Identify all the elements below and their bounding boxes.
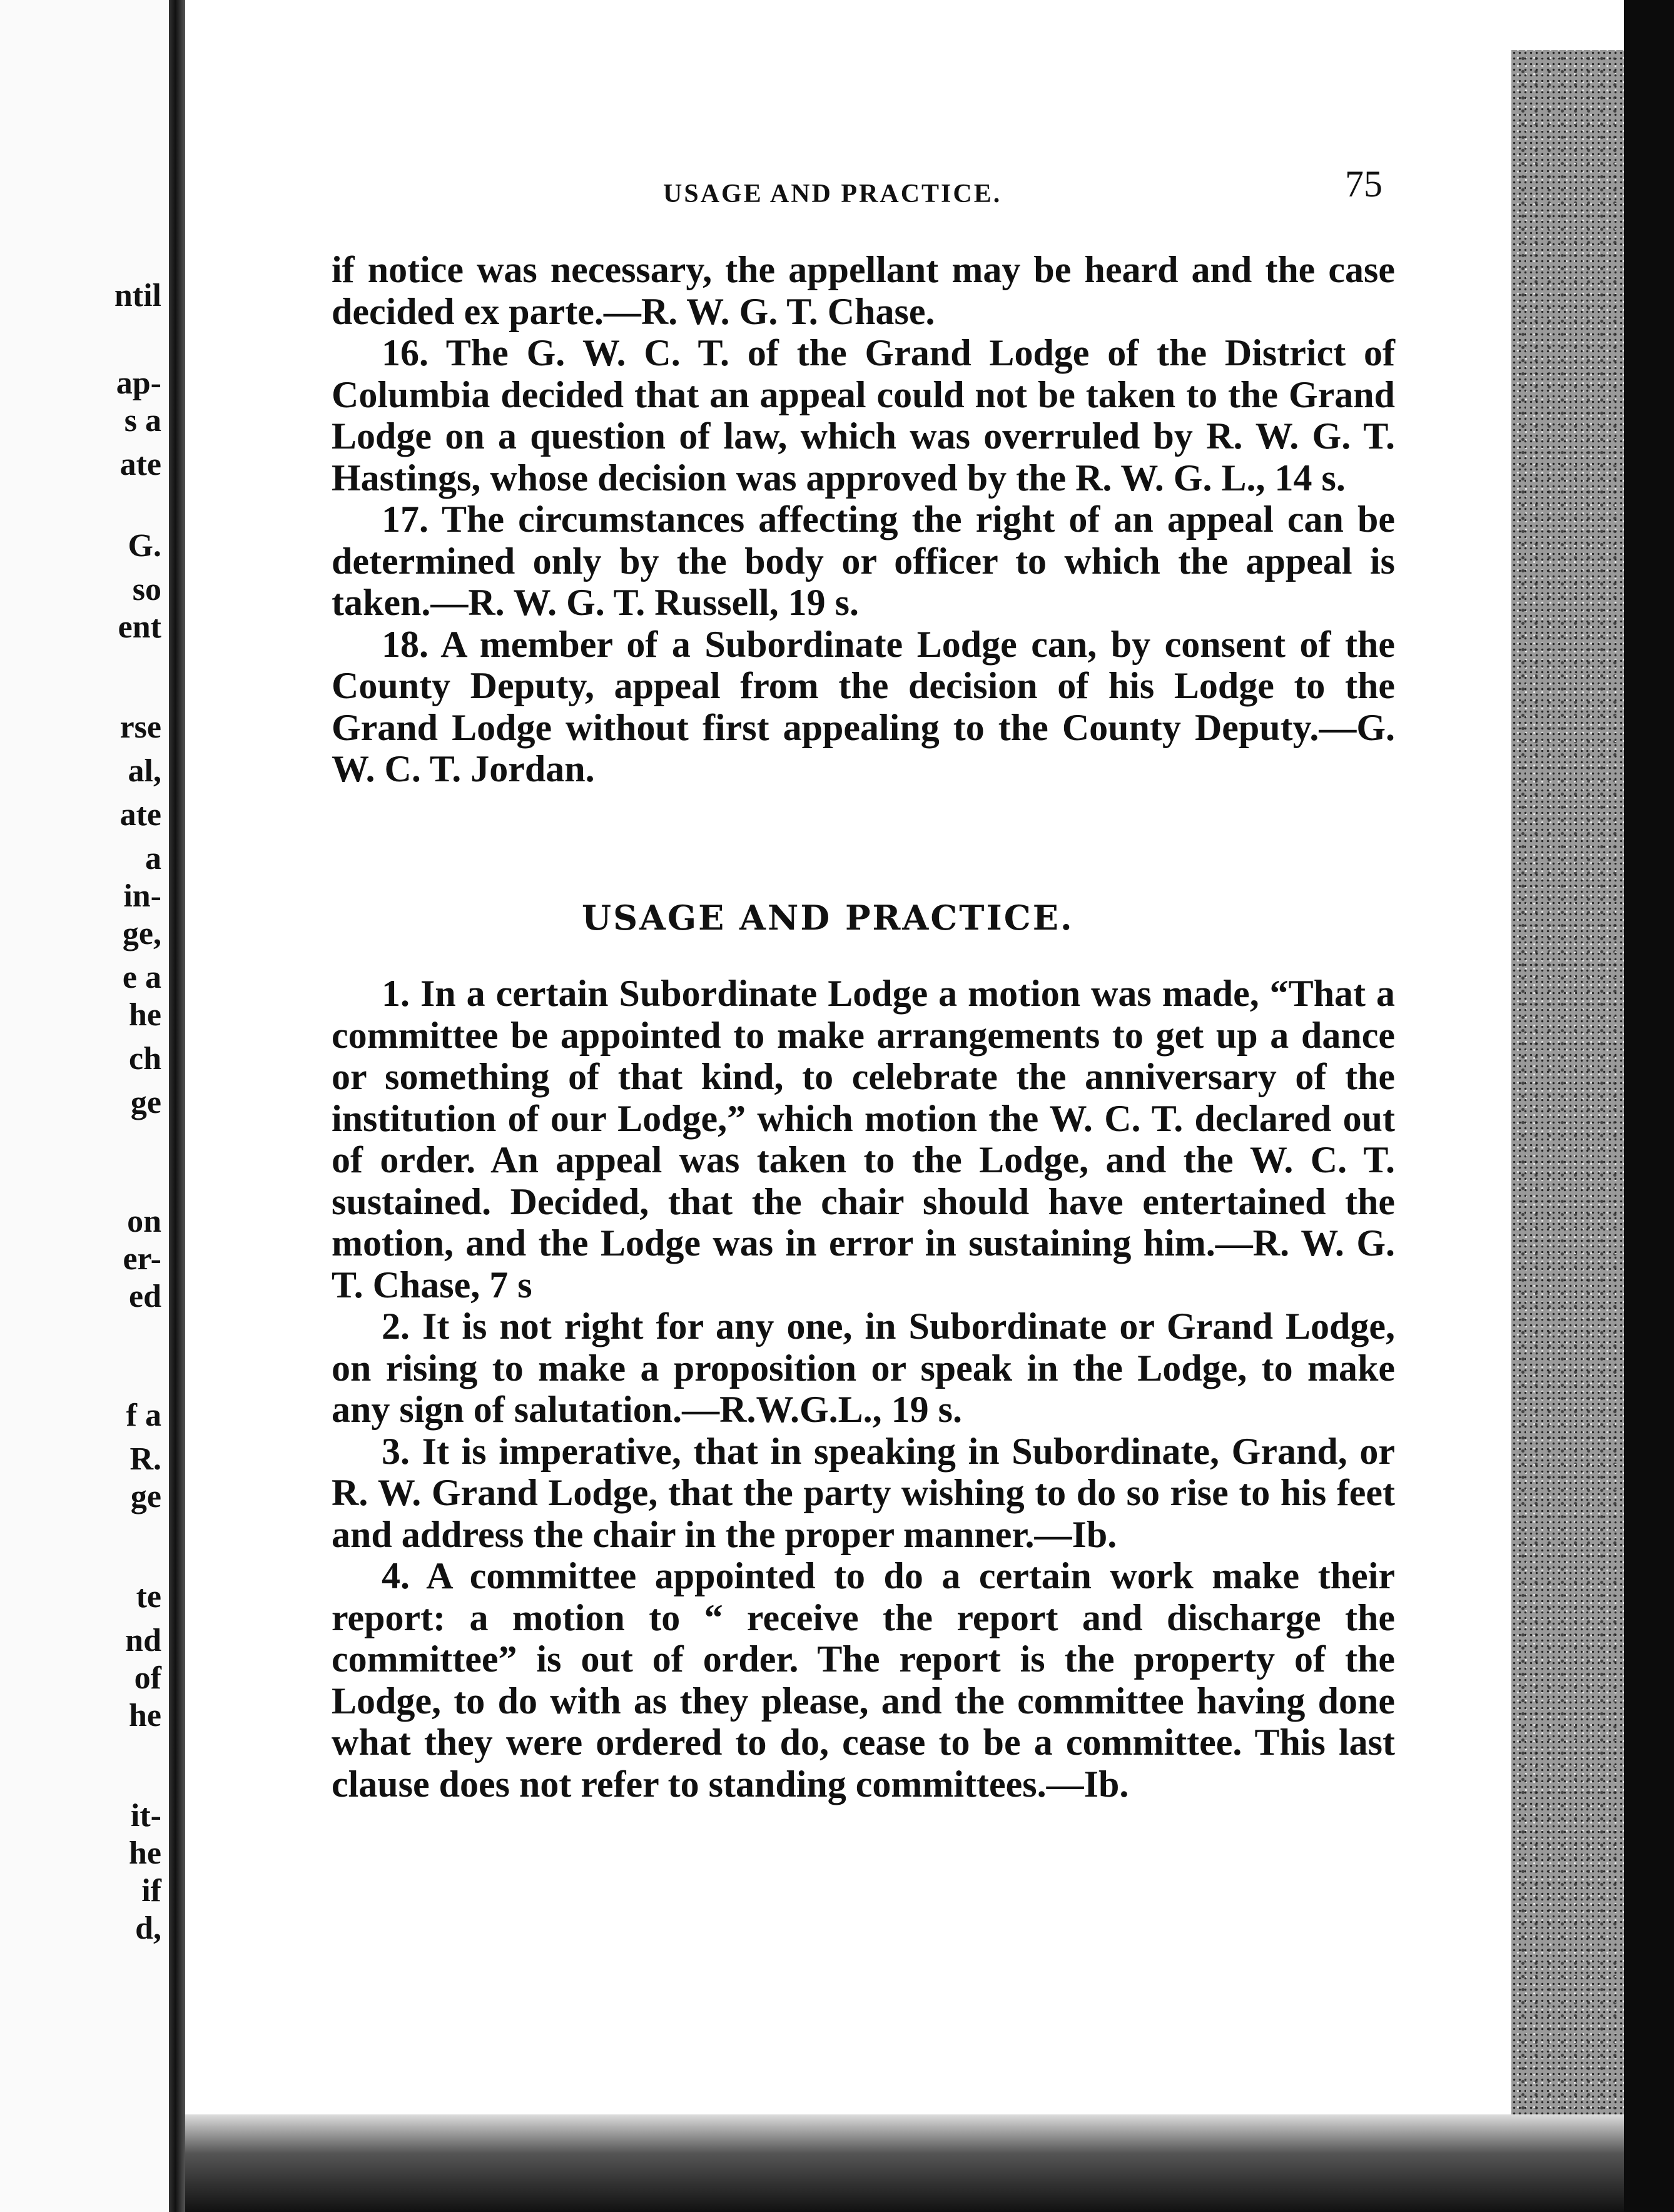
facing-page-fragment bbox=[0, 0, 175, 2212]
facing-page-text-fragment: ent bbox=[118, 609, 161, 645]
facing-page-text-fragment: d, bbox=[135, 1910, 161, 1946]
facing-page-text-fragment: ap- bbox=[116, 365, 161, 401]
facing-page-text-fragment: ge bbox=[130, 1479, 161, 1514]
facing-page-text-fragment: if bbox=[141, 1873, 161, 1909]
scan-border-bottom bbox=[185, 2114, 1624, 2212]
paragraph-2: 2. It is not right for any one, in Subordinate or Grand Lodge, on rising to make a proposition or speak in the Lodge, to make any sign of salutation.—R.W.G.L., 19 s. bbox=[332, 1306, 1395, 1430]
facing-page-text-fragment: s a bbox=[124, 403, 161, 439]
facing-page-text-fragment: on bbox=[127, 1204, 161, 1239]
facing-page-text-fragment: in- bbox=[123, 878, 161, 914]
scan-border-right bbox=[1624, 0, 1674, 2212]
paragraph-3: 3. It is imperative, that in speaking in Subordinate, Grand, or R. W. Grand Lodge, that the party wishing to do so rise to his feet and address the chair in the proper manner.—Ib. bbox=[332, 1430, 1395, 1555]
paragraph-16: 16. The G. W. C. T. of the Grand Lodge of the District of Columbia decided that an appeal could not be taken to the Grand Lodge on a question of law, which was overruled by R. W. G. T. Hastings, whose decision was approved by the R. W. G. L., 14 s. bbox=[332, 332, 1395, 499]
page-edge-scan-noise bbox=[1511, 50, 1624, 2133]
page-number: 75 bbox=[1345, 163, 1382, 205]
paragraph-continuation: if notice was necessary, the appellant may be heard and the case decided ex parte.—R. W. G. T. Chase. bbox=[332, 249, 1395, 332]
facing-page-text-fragment: he bbox=[129, 1698, 161, 1733]
facing-page-text-fragment: he bbox=[129, 1835, 161, 1871]
facing-page-text-fragment: ch bbox=[129, 1041, 161, 1077]
facing-page-text-fragment: al, bbox=[128, 753, 161, 789]
facing-page-text-fragment: er- bbox=[123, 1241, 161, 1277]
facing-page-text-fragment: te bbox=[136, 1579, 161, 1615]
facing-page-text-fragment: G. bbox=[128, 528, 161, 564]
paragraph-1: 1. In a certain Subordinate Lodge a motion was made, “That a committee be appointed to make arrangements to get up a dance or something of that kind, to celebrate the anniversary of the institution of our Lodge,” which motion the W. C. T. declared out of order. An appeal was taken to the Lodge, and the W. C. T. sustained. Decided, that the chair should have entertained the motion, and the Lodge was in error in sustaining him.—R. W. G. T. Chase, 7 s bbox=[332, 973, 1395, 1306]
facing-page-text-fragment: nd bbox=[125, 1623, 161, 1658]
facing-page-text-fragment: a bbox=[145, 841, 161, 876]
text-block-appeals bbox=[332, 249, 1395, 790]
book-gutter bbox=[169, 0, 185, 2212]
facing-page-text-fragment: rse bbox=[119, 709, 161, 745]
facing-page-text-fragment: so bbox=[132, 572, 161, 607]
facing-page-text-fragment: f a bbox=[126, 1398, 161, 1433]
facing-page-text-fragment: ge bbox=[130, 1085, 161, 1120]
paragraph-18: 18. A member of a Subordinate Lodge can, by consent of the County Deputy, appeal from the decision of his Lodge to the Grand Lodge without first appealing to the County Deputy.—G. W. C. T. Jordan. bbox=[332, 623, 1395, 789]
text-block-usage bbox=[332, 973, 1395, 1805]
facing-page-text-fragment: ge, bbox=[122, 916, 161, 951]
paragraph-17: 17. The circumstances affecting the right of an appeal can be determined only by the body or officer to which the appeal is taken.—R. W. G. T. Russell, 19 s. bbox=[332, 499, 1395, 623]
facing-page-text-fragment: e a bbox=[122, 960, 161, 995]
facing-page-text-fragment: ate bbox=[119, 797, 161, 833]
section-heading: USAGE AND PRACTICE. bbox=[582, 898, 1074, 938]
facing-page-text-fragment: ate bbox=[119, 447, 161, 482]
facing-page-text-fragment: of bbox=[134, 1660, 161, 1696]
facing-page-text-fragment: he bbox=[129, 997, 161, 1033]
facing-page-text-fragment: it- bbox=[130, 1798, 161, 1834]
facing-page-text-fragment: ed bbox=[129, 1279, 161, 1314]
running-head: USAGE AND PRACTICE. bbox=[663, 180, 1002, 208]
facing-page-text-fragment: ntil bbox=[114, 278, 161, 313]
paragraph-4: 4. A committee appointed to do a certain work make their report: a motion to “ receive the report and discharge the committee” is out of order. The report is the property of the Lodge, to do with as they please, and the committee having done what they were ordered to do, cease to be a committee. This last clause does not refer to standing committees.—Ib. bbox=[332, 1555, 1395, 1805]
facing-page-text-fragment: R. bbox=[129, 1441, 161, 1477]
